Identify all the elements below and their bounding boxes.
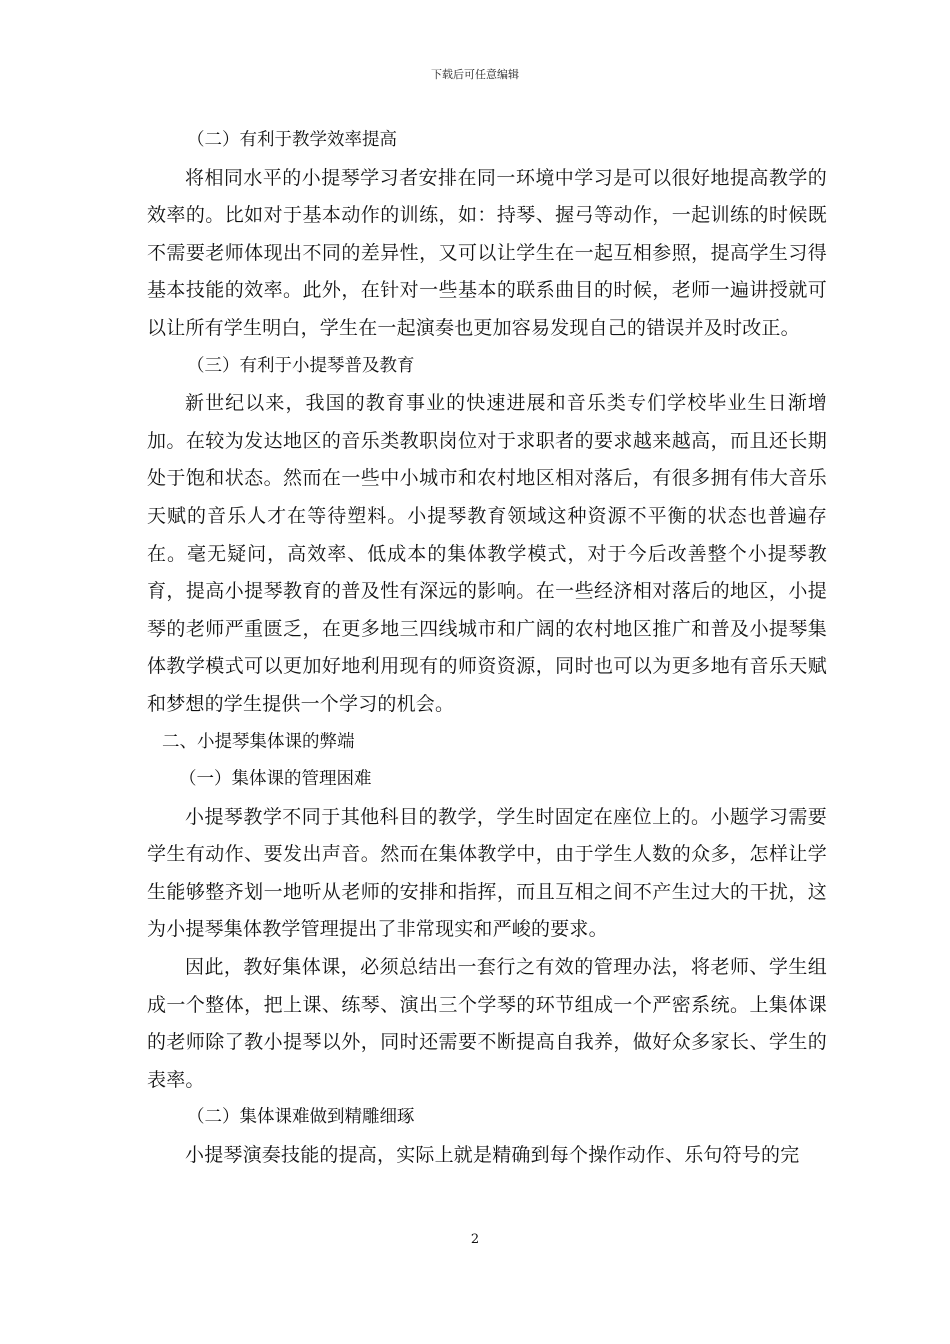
section-heading-popularization: （三）有利于小提琴普及教育: [187, 355, 415, 376]
section-heading-efficiency: （二）有利于教学效率提高: [187, 130, 397, 150]
page-number: 2: [470, 1232, 480, 1247]
paragraph-refinement: 小提琴演奏技能的提高，实际上就是精确到每个操作动作、乐句符号的完: [185, 1144, 800, 1167]
paragraph-popularization: 新世纪以来，我国的教育事业的快速进展和音乐类专们学校毕业生日渐增加。在较为发达地区的音乐类教职岗位对于求职者的要求越来越高，而且还长期处于饱和状态。然而在一些中小城市和农村地区相对落后，有很多拥有伟大音乐天赋的音乐人才在等待塑料。小提琴教育领域这种资源不平衡的状态也普遍存在。毫无疑问，高效率、低成本的集体教学模式，对于今后改善整个小提琴教育，提高小提琴教育的普及性有深远的影响。在一些经济相对落后的地区，小提琴的老师严重匮乏，在更多地三四线城市和广阔的农村地区推广和普及小提琴集体教学模式可以更加好地利用现有的师资资源，同时也可以为更多地有音乐天赋和梦想的学生提供一个学习的机会。: [147, 392, 827, 715]
chapter-heading-drawbacks: 二、小提琴集体课的弊端: [162, 731, 355, 752]
paragraph-management: 小提琴教学不同于其他科目的教学，学生时固定在座位上的。小题学习需要学生有动作、要发出声音。然而在集体教学中，由于学生人数的众多，怎样让学生能够整齐划一地听从老师的安排和指挥，而且互相之间不产生过大的干扰，这为小提琴集体教学管理提出了非常现实和严峻的要求。: [147, 805, 827, 941]
paragraph-efficiency: 将相同水平的小提琴学习者安排在同一环境中学习是可以很好地提高教学的效率的。比如对于基本动作的训练，如：持琴、握弓等动作，一起训练的时候既不需要老师体现出不同的差异性，又可以让学生在一起互相参照，提高学生习得基本技能的效率。此外，在针对一些基本的联系曲目的时候，老师一遍讲授就可以让所有学生明白，学生在一起演奏也更加容易发现自己的错误并及时改正。: [147, 166, 827, 339]
page-header: 下载后可任意编辑: [431, 68, 519, 81]
section-heading-management: （一）集体课的管理困难: [179, 769, 372, 790]
paragraph-management-solution: 因此，教好集体课，必须总结出一套行之有效的管理办法，将老师、学生组成一个整体，把上课、练琴、演出三个学琴的环节组成一个严密系统。上集体课的老师除了教小提琴以外，同时还需要不断提高自我养，做好众多家长、学生的表率。: [147, 956, 827, 1091]
document-body: [147, 122, 827, 1175]
section-heading-refinement: （二）集体课难做到精雕细琢: [187, 1107, 415, 1128]
